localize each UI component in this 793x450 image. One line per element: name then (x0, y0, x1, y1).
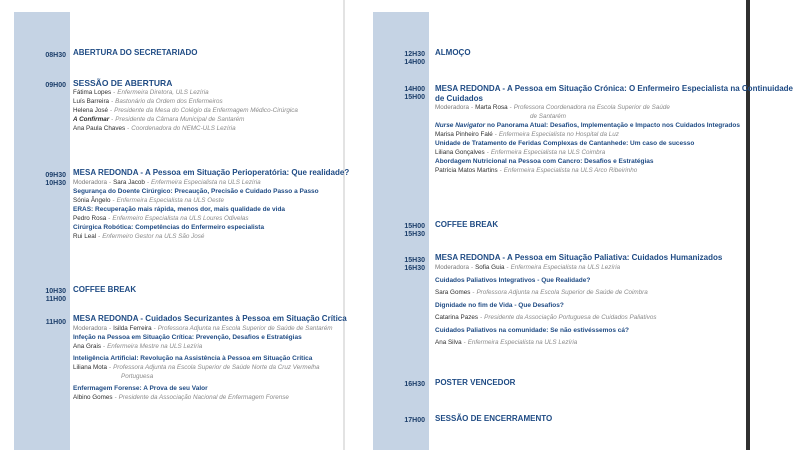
section-title: POSTER VENCEDOR (435, 378, 516, 387)
speaker-row: A Confirmar - Presidente da Câmara Municipal de Santarém (73, 116, 245, 123)
speaker-row: Patrícia Matos Martins - Enfermeira Especialista na ULS Arco Ribeirinho (435, 167, 638, 174)
section-title: MESA REDONDA - A Pessoa em Situação Paliativa: Cuidados Humanizados (435, 253, 723, 262)
speaker-row: Ana Silva - Enfermeira Especialista na ULS Lezíria (435, 339, 578, 346)
speaker-row: Ana Grais - Enfermeira Mestre na ULS Lezíria (73, 343, 203, 350)
speaker-row: Albino Gomes - Presidente da Associação Nacional de Enfermagem Forense (73, 394, 289, 401)
time-label: 11H00 (45, 296, 66, 303)
time-label: 15H30 (404, 231, 425, 238)
speaker-row: Sara Gomes - Professora Adjunta na Escola Superior de Saúde de Coimbra (435, 289, 648, 296)
speaker-row: Liliana Mota - Professora Adjunta na Escola Superior de Saúde Norte da Cruz Vermelha (73, 364, 320, 371)
opening-session (73, 78, 298, 133)
talk-title: Abordagem Nutricional na Pessoa com Cancro: Desafios e Estratégias (435, 158, 654, 165)
roundtable-chronic (435, 84, 793, 175)
talk-title: Dignidade no fim de Vida - Que Desafios? (435, 302, 564, 309)
moderator-row: Moderadora - Sara Jacob - Enfermeira Especialista na ULS Lezíria (73, 179, 261, 186)
time-label: 14H00 (404, 86, 425, 93)
section-title: MESA REDONDA - A Pessoa em Situação Crónica: O Enfermeiro Especialista na Continuidade (435, 84, 793, 93)
talk-title: Cuidados Paliativos na comunidade: Se não estivéssemos cá? (435, 327, 629, 334)
moderator-row: Moderadora - Marta Rosa - Professora Coordenadora na Escola Superior de Saúde (435, 104, 670, 111)
left-time-stripe (14, 12, 70, 450)
section-title-cont: de Cuidados (435, 94, 484, 103)
section-title: SESSÃO DE ENCERRAMENTO (435, 414, 553, 423)
time-label: 12H30 (404, 51, 425, 58)
page-edge (746, 0, 750, 450)
section-title: MESA REDONDA - A Pessoa em Situação Perioperatória: Que realidade? (73, 168, 350, 177)
time-label: 16H30 (404, 265, 425, 272)
speaker-row: Rui Leal - Enfermeiro Gestor na ULS São José (73, 233, 205, 240)
talk-title: Inteligência Artificial: Revolução na Assistência à Pessoa em Situação Crítica (73, 355, 313, 362)
speaker-row: Catarina Pazes - Presidente da Associação Portuguesa de Cuidados Paliativos (435, 314, 657, 321)
moderator-row: Moderadora - Sofia Guia - Enfermeira Especialista na ULS Lezíria (435, 264, 621, 271)
time-label: 11H00 (45, 319, 66, 326)
speaker-role-cont: Portuguesa (121, 373, 154, 380)
speaker-row: Ana Paula Chaves - Coordenadora do NEMC-ULS Lezíria (73, 125, 236, 132)
roundtable-critical (73, 314, 347, 402)
time-label: 17H00 (404, 417, 425, 424)
speaker-row: Liliana Gonçalves - Enfermeira Especialista na ULS Coimbra (435, 149, 606, 156)
time-label: 09H00 (45, 82, 66, 89)
time-label: 08H30 (45, 52, 66, 59)
moderator-role-cont: de Santarém (530, 113, 567, 120)
speaker-row: Marisa Pinheiro Falé - Enfermeira Especialista no Hospital da Luz (435, 131, 619, 138)
talk-title: Infeção na Pessoa em Situação Crítica: Prevenção, Desafios e Estratégias (73, 334, 302, 341)
talk-title: ERAS: Recuperação mais rápida, menos dor, mais qualidade de vida (73, 206, 286, 213)
section-title: MESA REDONDA - Cuidados Securizantes à Pessoa em Situação Crítica (73, 314, 347, 323)
time-label: 10H30 (45, 288, 66, 295)
moderator-row: Moderadora - Isilda Ferreira - Professora Adjunta na Escola Superior de Saúde de Santarém (73, 325, 333, 332)
time-label: 14H00 (404, 59, 425, 66)
talk-title: Unidade de Tratamento de Feridas Complexas de Cantanhede: Um caso de sucesso (435, 140, 695, 147)
time-label: 15H30 (404, 257, 425, 264)
talk-title: Nurse Navigator no Panorama Atual: Desafios, Implementação e Impacto nos Cuidados Integrados (435, 122, 740, 129)
speaker-row: Sónia Ângelo - Enfermeira Especialista na ULS Oeste (73, 197, 225, 204)
speaker-row: Luís Barreira - Bastonário da Ordem dos Enfermeiros (73, 98, 223, 105)
time-label: 16H30 (404, 381, 425, 388)
talk-title: Segurança do Doente Cirúrgico: Precaução, Precisão e Cuidado Passo a Passo (73, 188, 319, 195)
roundtable-perioperative (73, 168, 349, 241)
section-title: ABERTURA DO SECRETARIADO (73, 48, 198, 57)
section-title: SESSÃO DE ABERTURA (73, 78, 173, 88)
talk-title: Enfermagem Forense: A Prova de seu Valor (73, 385, 208, 392)
roundtable-palliative (435, 253, 722, 347)
time-label: 10H30 (45, 180, 66, 187)
time-label: 09H30 (45, 172, 66, 179)
time-label: 15H00 (404, 94, 425, 101)
speaker-row: Helena José - Presidente da Mesa do Colégio da Enfermagem Médico-Cirúrgica (73, 107, 298, 114)
section-title: ALMOÇO (435, 48, 471, 57)
section-title: COFFEE BREAK (435, 220, 499, 229)
speaker-row: Fátima Lopes - Enfermeira Diretora, ULS Lezíria (73, 89, 209, 96)
talk-title: Cirúrgica Robótica: Competências do Enfermeiro especialista (73, 224, 265, 231)
talk-title: Cuidados Paliativos Integrativos - Que Realidade? (435, 277, 591, 284)
section-title: COFFEE BREAK (73, 285, 137, 294)
speaker-row: Pedro Rosa - Enfermeiro Especialista na ULS Loures Odivelas (73, 215, 249, 222)
time-label: 15H00 (404, 223, 425, 230)
